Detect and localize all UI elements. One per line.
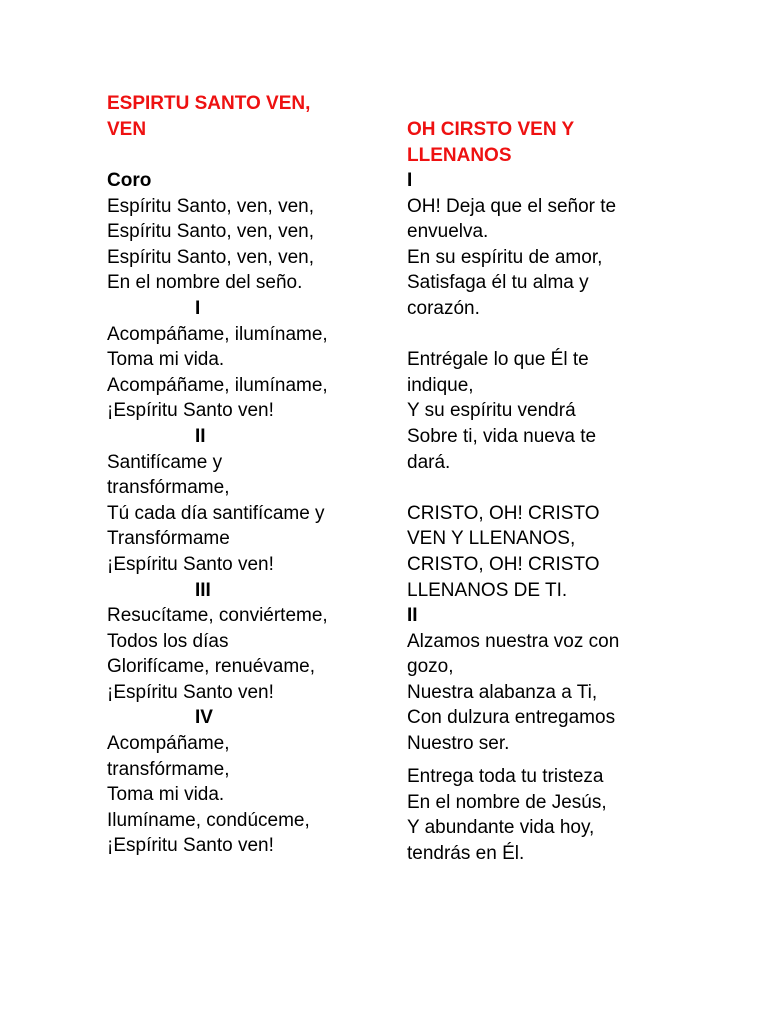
stanza-line: En el nombre de Jesús, [407, 791, 607, 813]
stanza-line: Entrégale lo que Él te [407, 349, 589, 371]
coro-heading: Coro [107, 170, 152, 191]
right-numeral-1: I [407, 170, 413, 191]
verse-line: Santifícame y [107, 451, 223, 473]
stanza-line: Con dulzura entregamos [407, 707, 616, 729]
verse-line: Acompáñame, [107, 733, 230, 755]
coro-line: Espíritu Santo, ven, ven, [107, 246, 315, 268]
verse-line: ¡Espíritu Santo ven! [107, 400, 274, 422]
verse-numeral-3: III [195, 579, 211, 601]
stanza-line: En su espíritu de amor, [407, 246, 603, 268]
stanza-line: gozo, [407, 656, 454, 678]
right-title-line-2: LLENANOS [407, 144, 512, 166]
stanza-line: Nuestra alabanza a Ti, [407, 681, 598, 703]
left-title-line-1: ESPIRTU SANTO VEN, [107, 93, 311, 114]
stanza-line: indique, [407, 374, 474, 396]
verse-line: Todos los días [107, 630, 229, 652]
chorus-line: VEN Y LLENANOS, [407, 528, 576, 550]
chorus-line: CRISTO, OH! CRISTO [407, 553, 600, 575]
stanza-line: Alzamos nuestra voz con [407, 630, 620, 652]
left-column [107, 91, 377, 142]
verse-numeral-4: IV [195, 707, 213, 729]
right-final-stanza [407, 764, 707, 866]
verse-line: ¡Espíritu Santo ven! [107, 681, 274, 703]
chorus-line: LLENANOS DE TI. [407, 579, 568, 601]
coro-line: En el nombre del seño. [107, 272, 303, 294]
stanza-line: corazón. [407, 297, 480, 319]
stanza-line: Entrega toda tu tristeza [407, 766, 604, 787]
verse-line: Ilumíname, condúceme, [107, 809, 310, 831]
verse-line: Glorifícame, renuévame, [107, 656, 316, 678]
stanza-line: Y abundante vida hoy, [407, 817, 595, 839]
coro-line: Espíritu Santo, ven, ven, [107, 195, 315, 217]
verse-line: Resucítame, conviérteme, [107, 605, 328, 627]
blank-line [407, 322, 707, 348]
coro-block [107, 168, 377, 859]
stanza-line: dará. [407, 451, 451, 473]
coro-line: Espíritu Santo, ven, ven, [107, 221, 315, 243]
left-title-line-2: VEN [107, 118, 147, 140]
verse-line: Tú cada día santifícame y [107, 502, 325, 524]
right-numeral-2: II [407, 605, 418, 627]
verse-line: transfórmame, [107, 477, 230, 499]
verse-line: transfórmame, [107, 758, 230, 780]
verse-line: Toma mi vida. [107, 349, 225, 371]
verse-line: Toma mi vida. [107, 784, 225, 806]
verse-line: Acompáñame, ilumíname, [107, 323, 328, 345]
chorus-line: CRISTO, OH! CRISTO [407, 502, 600, 524]
stanza-line: Y su espíritu vendrá [407, 400, 576, 422]
verse-line: ¡Espíritu Santo ven! [107, 553, 274, 575]
right-title-line-1: OH CIRSTO VEN Y [407, 119, 575, 140]
stanza-line: Nuestro ser. [407, 733, 510, 755]
verse-numeral-2: II [195, 425, 206, 447]
stanza-line: OH! Deja que el señor te [407, 195, 617, 217]
stanza-line: envuelva. [407, 221, 489, 243]
verse-line: ¡Espíritu Santo ven! [107, 835, 274, 857]
verse-numeral-1: I [195, 297, 201, 319]
stanza-line: Satisfaga él tu alma y [407, 272, 589, 294]
right-body [407, 168, 707, 757]
verse-line: Acompáñame, ilumíname, [107, 374, 328, 396]
stanza-line: tendrás en Él. [407, 842, 525, 864]
verse-line: Transfórmame [107, 528, 230, 550]
stanza-line: Sobre ti, vida nueva te [407, 425, 597, 447]
blank-line [407, 475, 707, 501]
right-title [407, 117, 707, 168]
